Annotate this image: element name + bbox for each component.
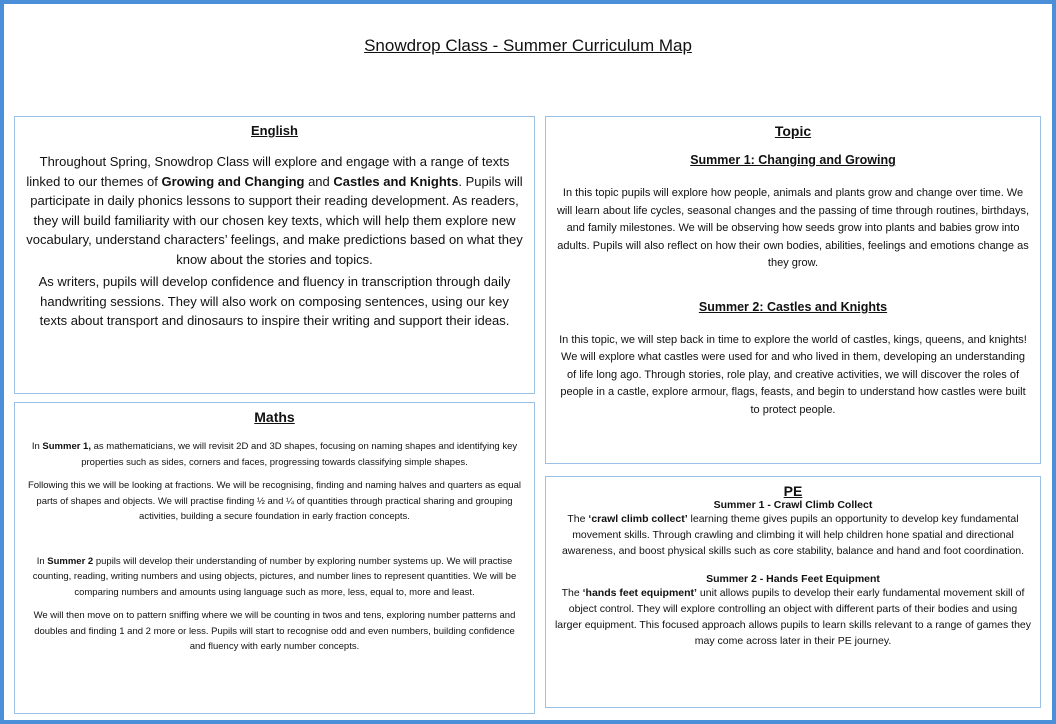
topic-summer-2-heading: Summer 2: Castles and Knights bbox=[698, 299, 888, 314]
maths-heading: Maths bbox=[254, 409, 295, 425]
maths-paragraph-1 bbox=[25, 439, 524, 470]
english-heading: English bbox=[251, 123, 298, 138]
english-paragraph-2: As writers, pupils will develop confidence and fluency in transcription through daily handwriting sessions. They will also work on composing sentences, using our key texts about transport and dinosaurs to inspire their writing and support their ideas. bbox=[38, 274, 511, 328]
maths-paragraph-2: Following this we will be looking at fractions. We will be recognising, finding and naming halves and quarters as equal parts of shapes and objects. We will practise finding ½ and ¼ of quantities through practical sharing and grouping activities, building a secure foundation in early fraction concepts. bbox=[27, 480, 522, 522]
maths-p3-summer-label: Summer 2 bbox=[47, 555, 94, 567]
english-p1-text-a: Throughout Spring, Snowdrop Class will explore and engage with a range of texts linked to our themes of bbox=[26, 154, 510, 189]
pe-s2-text-c: unit allows pupils to develop their early fundamental movement skill of object control. They will explore controlling an object with different parts of their bodies and using larger equipment. This focused approach allows pupils to learn skills relevant to a range of games they may come across later in their PE journey. bbox=[554, 587, 1032, 647]
pe-summer-2-heading: Summer 2 - Hands Feet Equipment bbox=[706, 573, 880, 585]
pe-summer-1-heading: Summer 1 - Crawl Climb Collect bbox=[713, 499, 873, 511]
pe-s2-theme: ‘hands feet equipment’ bbox=[582, 587, 697, 599]
maths-paragraph-3 bbox=[25, 554, 524, 601]
maths-p1-text-c: as mathematicians, we will revisit 2D and 3D shapes, focusing on naming shapes and identifying key properties such as sides, corners and faces, progressing towards classifying simple shapes. bbox=[81, 441, 518, 468]
english-p1-text-c: and bbox=[304, 173, 334, 189]
english-paragraph-1 bbox=[25, 152, 524, 269]
topic-heading: Topic bbox=[774, 123, 812, 139]
topic-summer-1-text: In this topic pupils will explore how people, animals and plants grow and change over time. We will learn about life cycles, seasonal changes and the passing of time through routines, birthdays, and family milestones. We will be observing how seeds grow into plants and babies grow into adults. Pupils will also reflect on how their own bodies, abilities, feelings and emotions change as they grow. bbox=[556, 187, 1030, 269]
pe-s2-text-a: The bbox=[561, 587, 583, 599]
english-theme-growing: Growing and Changing bbox=[161, 173, 305, 189]
maths-paragraph-4: We will then move on to pattern sniffing where we will be counting in twos and tens, exploring number patterns and doubles and finding 1 and 2 more or less. Pupils will start to recognise odd and even numbers, building confidence and fluency with early number concepts. bbox=[33, 610, 516, 652]
pe-panel bbox=[545, 476, 1041, 708]
pe-s1-theme: ‘crawl climb collect’ bbox=[588, 513, 688, 525]
topic-panel bbox=[545, 116, 1041, 464]
page-title: Snowdrop Class - Summer Curriculum Map bbox=[364, 36, 692, 55]
english-theme-castles: Castles and Knights bbox=[333, 173, 459, 189]
pe-summer-1-text bbox=[554, 511, 1032, 559]
maths-p3-text-a: In bbox=[36, 555, 48, 567]
english-panel bbox=[14, 116, 535, 394]
maths-panel bbox=[14, 402, 535, 714]
maths-p1-summer-label: Summer 1, bbox=[42, 441, 91, 452]
pe-s1-text-a: The bbox=[567, 513, 589, 525]
pe-s1-text-c: learning theme gives pupils an opportunity to develop key fundamental movement skills. Through crawling and climbing it will help children hone spatial and directional awareness, and boost physical skills such as core stability, balance and hand and foot coordination. bbox=[561, 513, 1025, 557]
topic-summer-1-heading: Summer 1: Changing and Growing bbox=[690, 153, 896, 167]
pe-summer-2-text bbox=[554, 585, 1032, 649]
topic-summer-2-text: In this topic, we will step back in time to explore the world of castles, kings, queens, and knights! We will explore what castles were used for and who lived in them, developing an understanding of life long ago. Through stories, role play, and creative activities, we will discover the roles of people in a castle, explore armour, flags, feasts, and begin to understand how castles were built to protect people. bbox=[559, 333, 1027, 416]
maths-p1-text-a: In bbox=[31, 441, 43, 452]
maths-p3-text-c: pupils will develop their understanding of number by exploring number systems up. We will practise counting, reading, writing numbers and using objects, pictures, and number lines to represent quantities. We will be comparing numbers and amounts using language such as more, less, equal to, more and least. bbox=[32, 555, 517, 598]
pe-heading: PE bbox=[783, 483, 803, 499]
english-p1-text-d: . Pupils will participate in daily phonics lessons to support their reading development. As readers, they will build familiarity with our chosen key texts, which will help them explore new vocabulary, understand characters’ feelings, and make predictions based on what they know about the stories and topics. bbox=[26, 173, 523, 267]
